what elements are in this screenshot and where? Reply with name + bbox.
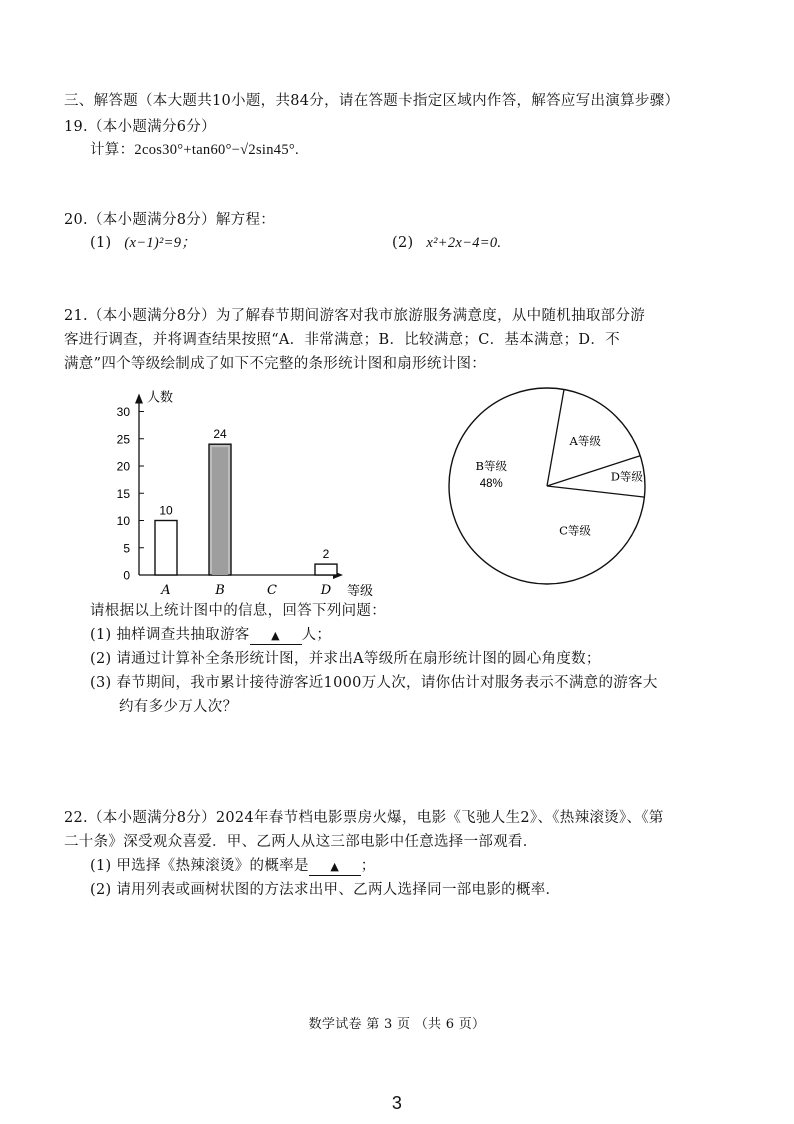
y-tick-label: 10 bbox=[116, 514, 130, 528]
pie-chart-plot bbox=[449, 388, 645, 584]
q21-instruction: 请根据以上统计图中的信息，回答下列问题： bbox=[90, 603, 386, 619]
q21-sub1-text: (1) 抽样调查共抽取游客 bbox=[90, 627, 250, 643]
q20-part2-label: (2) bbox=[392, 235, 414, 251]
q22-line-1: 22.（本小题满分8分）2024年春节档电影票房火爆，电影《飞驰人生2》、《热辣滚烫》、《第 bbox=[64, 810, 664, 826]
y-tick-label: 20 bbox=[116, 459, 130, 474]
bar-chart-plot bbox=[117, 390, 373, 600]
q21-line-1: 21.（本小题满分8分）为了解春节期间游客对我市旅游服务满意度，从中随机抽取部分游 bbox=[64, 308, 646, 324]
q21-sub3-line2: 约有多少万人次？ bbox=[119, 699, 238, 715]
q22-sub2: (2) 请用列表或画树状图的方法求出甲、乙两人选择同一部电影的概率． bbox=[90, 882, 561, 898]
q19-expression: 2cos30°+tan60°−√2sin45°. bbox=[134, 142, 299, 158]
q20-part1-label: (1) bbox=[90, 235, 112, 251]
q22-sub1-text: (1) 甲选择《热辣滚烫》的概率是 bbox=[90, 858, 309, 874]
bar-chart bbox=[105, 378, 405, 608]
triangle-marker-icon: ▲ bbox=[271, 629, 280, 642]
q20-part1 bbox=[90, 233, 196, 253]
q21-sub2: (2) 请通过计算补全条形统计图，并求出A等级所在扇形统计图的圆心角度数； bbox=[90, 651, 601, 667]
x-category-label: C bbox=[267, 583, 277, 598]
bar-A bbox=[155, 521, 177, 576]
triangle-marker-icon: ▲ bbox=[330, 860, 340, 873]
pie-label-b-percent: 48% bbox=[479, 478, 503, 491]
q21-sub3-line1: (3) 春节期间，我市累计接待游客近1000万人次，请你估计对服务表示不满意的游客大 bbox=[90, 675, 658, 691]
x-category-label: B bbox=[215, 583, 225, 598]
y-tick-label: 15 bbox=[116, 486, 130, 501]
q22-sub1-suffix: ； bbox=[360, 858, 376, 874]
q21-line-3: 满意”四个等级绘制成了如下不完整的条形统计图和扇形统计图： bbox=[64, 356, 487, 372]
q20-part1-equation: (x−1)²=9； bbox=[124, 235, 197, 251]
pie-label-a: A等级 bbox=[569, 434, 601, 449]
pie-label-b: B等级 bbox=[475, 459, 507, 474]
y-tick-label: 0 bbox=[123, 568, 130, 583]
pie-label-c: C等级 bbox=[559, 523, 591, 538]
y-tick-label: 30 bbox=[116, 405, 130, 419]
bar-D bbox=[315, 564, 337, 575]
q21-line-2: 客进行调查，并将调查结果按照“A．非常满意；B．比较满意；C．基本满意；D．不 bbox=[64, 332, 620, 348]
y-tick-label: 5 bbox=[123, 541, 130, 556]
pie-label-d: D等级 bbox=[610, 469, 643, 484]
q19-body bbox=[90, 140, 299, 160]
q22-line-2: 二十条》深受观众喜爱．甲、乙两人从这三部电影中任意选择一部观看． bbox=[64, 834, 538, 850]
pie-chart bbox=[438, 376, 658, 596]
q20-part2 bbox=[392, 233, 501, 253]
q21-sub1-suffix: 人； bbox=[301, 627, 332, 643]
q21-sub1 bbox=[90, 625, 331, 645]
q19-prompt: 计算： bbox=[90, 142, 135, 158]
x-category-label: D bbox=[320, 583, 332, 598]
bar-data-label: 2 bbox=[322, 547, 330, 562]
y-axis-arrow-icon bbox=[135, 394, 143, 404]
q21-sub1-answer-blank[interactable] bbox=[250, 628, 302, 645]
q19-header: 19.（本小题满分6分） bbox=[64, 119, 216, 135]
x-category-label: A bbox=[161, 583, 171, 598]
q22-sub1 bbox=[90, 856, 376, 876]
q20-part2-equation: x²+2x−4=0. bbox=[426, 235, 502, 251]
q20-header: 20.（本小题满分8分）解方程： bbox=[64, 212, 276, 228]
y-axis-label: 人数 bbox=[147, 390, 174, 406]
bar-data-label: 10 bbox=[159, 503, 173, 518]
page-number: 3 bbox=[391, 1093, 403, 1113]
x-axis-label: 等级 bbox=[347, 584, 374, 599]
bar-data-label: 24 bbox=[213, 427, 227, 442]
y-tick-label: 25 bbox=[116, 432, 130, 447]
bar-B-shading bbox=[212, 447, 228, 575]
q22-sub1-answer-blank[interactable] bbox=[309, 859, 361, 876]
page-footer: 数学试卷 第 3 页 （共 6 页） bbox=[308, 1017, 486, 1032]
section-heading: 三、解答题（本大题共10小题，共84分，请在答题卡指定区域内作答，解答应写出演算步骤） bbox=[64, 93, 680, 109]
